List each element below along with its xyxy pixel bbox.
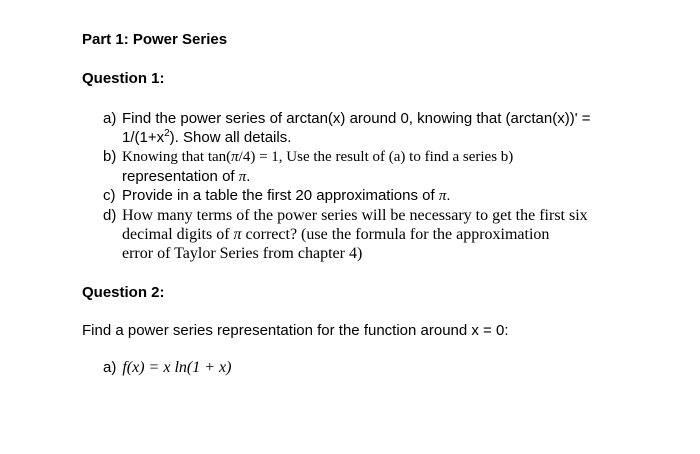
item-marker: c) xyxy=(103,187,116,204)
pi-symbol: π xyxy=(238,169,247,185)
item-a-line-1: Find the power series of arctan(x) around 0, knowing that (arctan(x))' = xyxy=(122,110,591,127)
question-1-item-b xyxy=(103,147,663,187)
item-b-text-end: /4) = 1, Use the result of (a) to find a series b) xyxy=(238,149,514,165)
item-marker: b) xyxy=(103,148,117,165)
item-a-line-2 xyxy=(122,128,663,147)
pi-symbol: π xyxy=(438,188,447,204)
item-b-text: Knowing that tan( xyxy=(122,149,232,165)
pi-symbol: π xyxy=(231,149,239,165)
item-b-line-1 xyxy=(122,147,663,167)
item-b-line-2-text: representation of xyxy=(122,168,239,185)
item-marker: a) xyxy=(103,359,117,376)
item-d-line-3: error of Taylor Series from chapter 4) xyxy=(122,245,363,262)
question-1-item-d xyxy=(103,206,663,263)
item-d-line-2-end: correct? (use the formula for the approximation xyxy=(241,226,550,243)
item-b-line-2-end: . xyxy=(246,168,251,185)
question-1-title: Question 1: xyxy=(82,70,165,87)
item-b-line-2 xyxy=(122,167,663,187)
item-c-line-1 xyxy=(122,186,663,206)
item-d-line-1: How many terms of the power series will be necessary to get the first six xyxy=(122,207,588,224)
item-a-line-2-end: ). Show all details. xyxy=(169,129,292,146)
item-c-text-end: . xyxy=(446,187,451,204)
question-2-intro: Find a power series representation for the function around x = 0: xyxy=(82,322,509,339)
item-a-superscript: 2 xyxy=(164,128,170,139)
item-a-line-2-text: 1/(1+x xyxy=(122,129,165,146)
item-c-text: Provide in a table the first 20 approximations of xyxy=(122,187,439,204)
question-2-item-a xyxy=(103,359,231,377)
question-2-title: Question 2: xyxy=(82,284,165,301)
item-marker: a) xyxy=(103,110,117,127)
pi-symbol: π xyxy=(233,226,242,243)
item-d-line-2 xyxy=(122,225,663,244)
question-1-item-a xyxy=(103,109,663,147)
item-d-line-2-text: decimal digits of xyxy=(122,226,234,243)
question-1-item-c xyxy=(103,186,663,206)
formula: f(x) = x ln(1 + x) xyxy=(122,359,232,376)
item-marker: d) xyxy=(103,207,117,224)
part-title: Part 1: Power Series xyxy=(82,31,228,48)
